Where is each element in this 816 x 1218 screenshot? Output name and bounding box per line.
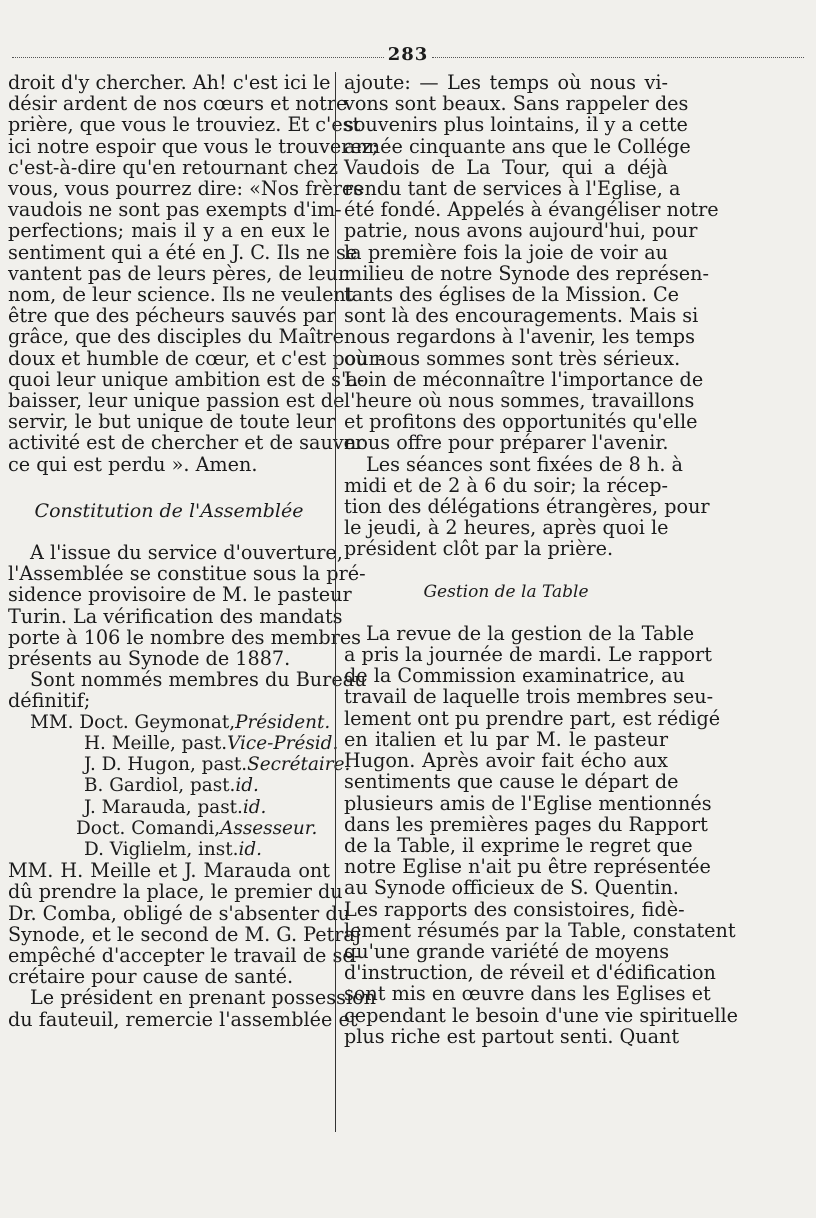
member-role: Secrétaire. [247,754,351,776]
text-line: désir ardent de nos cœurs et notre [8,92,348,116]
text-line: rendu tant de services à l'Eglise, a [344,177,681,201]
member-name: D. Viglielm, inst. [84,838,239,860]
text-line: qu'une grande variété de moyens [344,939,670,963]
text-line: sont mis en œuvre dans les Eglises et [344,982,711,1006]
member-role: id. [235,775,259,797]
text-line: droit d'y chercher. Ah! c'est ici le [8,71,331,94]
text-line: sidence provisoire de M. le pasteur [8,583,352,607]
text-line: de la Table, il exprime le regret que [344,833,693,857]
member-name: J. Marauda, past. [84,796,243,818]
text-line: président clôt par la prière. [344,537,614,561]
text-line: milieu de notre Synode des représen- [344,261,709,285]
text-line: perfections; mais il y a en eux le [8,219,330,243]
text-line: sont là des encouragements. Mais si [344,304,699,328]
text-line: Les séances sont fixées de 8 h. à [366,452,683,476]
text-line: grâce, que des disciples du Maître [8,325,344,349]
text-line: Turin. La vérification des mandats [8,604,343,628]
member-name: H. Meille, past. [84,732,228,754]
text-line: Sont nommés membres du Bureau [30,668,367,692]
text-line: été fondé. Appelés à évangéliser notre [344,198,719,222]
text-line: Synode, et le second de M. G. Petraj [8,922,361,946]
text-line: Hugon. Après avoir fait écho aux [344,749,668,773]
paragraph-replacements [8,859,361,989]
text-line: a pris la journée de mardi. Le rapport [344,643,712,667]
text-line: vaudois ne sont pas exempts d'im- [8,198,342,222]
text-line: patrie, nous avons aujourd'hui, pour [344,219,698,243]
text-line: Loin de méconnaître l'importance de [344,367,704,391]
left-column [8,71,385,1031]
member-name: Doct. Comandi, [76,817,221,839]
text-line: présents au Synode de 1887. [8,647,291,671]
text-line: baisser, leur unique passion est de [8,389,345,413]
text-line: où nous sommes sont très sérieux. [344,346,681,370]
member-role: Président. [235,711,331,733]
member-name: MM. Doct. Geymonat, [30,711,236,733]
text-line: La revue de la gestion de la Table [366,621,695,645]
text-line: de la Commission examinatrice, au [344,664,685,688]
text-line: nous offre pour préparer l'avenir. [344,431,669,455]
text-line: activité est de chercher et de sauver [8,431,365,455]
text-line: empêché d'accepter le travail de se- [8,943,361,967]
text-line: plusieurs amis de l'Eglise mentionnés [344,791,712,815]
member-role: id. [238,838,262,860]
text-line: A l'issue du service d'ouverture, [30,541,343,565]
paragraph-bureau-intro [8,668,367,713]
member-name: J. D. Hugon, past. [84,754,248,776]
text-line: sentiments que cause le départ de [344,770,679,794]
text-line: Les rapports des consistoires, fidè- [344,897,685,921]
text-line: ce qui est perdu ». Amen. [8,452,258,476]
text-line: prière, que vous le trouviez. Et c'est [8,113,361,137]
bureau-member [8,839,330,860]
text-line: plus riche est partout senti. Quant [344,1024,680,1048]
bureau-member [8,712,330,733]
text-line: MM. H. Meille et J. Marauda ont [8,859,330,883]
text-line: au Synode officieux de S. Quentin. [344,876,679,900]
bureau-member [8,797,330,818]
text-line: Le président en prenant possession [30,986,377,1010]
text-line: d'instruction, de réveil et d'édification [344,961,716,985]
member-role: Assesseur. [220,817,318,839]
text-line: doux et humble de cœur, et c'est pour- [8,346,385,370]
text-line: quoi leur unique ambition est de s'a- [8,367,365,391]
paragraph-closing-prayer [8,71,385,476]
member-role: id. [242,796,267,818]
paragraph-president-speech [344,71,719,455]
text-line: le jeudi, à 2 heures, après quoi le [344,516,669,540]
text-line: vons sont beaux. Sans rappeler des [344,92,689,116]
header-rule-left [12,57,384,58]
member-role: Vice-Présid. [227,732,339,754]
text-line: crétaire pour cause de santé. [8,965,294,989]
right-column [344,71,738,1048]
bureau-member [8,775,330,796]
page-header [12,44,804,64]
text-line: Vaudois de La Tour, qui a déjà [344,155,668,179]
text-line: année cinquante ans que le Collége [344,134,691,158]
text-line: Dr. Comba, obligé de s'absenter du [8,901,350,925]
text-line: en italien et lu par M. le pasteur [344,727,668,751]
text-line: nom, de leur science. Ils ne veulent [8,283,354,307]
text-line: vous, vous pourrez dire: «Nos frères [8,177,364,201]
text-line: dû prendre la place, le premier du [8,880,343,904]
text-line: travail de laquelle trois membres seu- [344,685,714,709]
bureau-member [8,818,330,839]
paragraph-president-opening [8,986,377,1031]
text-line: et profitons des opportunités qu'elle [344,410,698,434]
text-line: midi et de 2 à 6 du soir; la récep- [344,473,668,497]
paragraph-table-management [344,621,738,1048]
section-heading-constitution: Constitution de l'Assemblée [34,499,304,522]
text-line: nous regardons à l'avenir, les temps [344,325,695,349]
text-line: sentiment qui a été en J. C. Ils ne se [8,240,358,264]
text-line: lement résumés par la Table, constatent [344,918,736,942]
text-line: servir, le but unique de toute leur [8,410,336,434]
text-line: l'heure où nous sommes, travaillons [344,389,695,413]
paragraph-session-hours [344,452,710,561]
bureau-member [8,732,339,754]
text-line: tion des délégations étrangères, pour [344,495,710,519]
bureau-list [8,711,351,860]
text-line: l'Assemblée se constitue sous la pré- [8,562,366,586]
text-line: ajoute: — Les temps où nous vi- [344,71,668,94]
text-line: la première fois la joie de voir au [344,240,668,264]
text-line: du fauteuil, remercie l'assemblée et [8,1007,358,1031]
text-line: être que des pécheurs sauvés par [8,304,336,328]
text-line: ici notre espoir que vous le trouverez; [8,134,379,158]
text-line: tants des églises de la Mission. Ce [344,283,679,307]
text-line: cependant le besoin d'une vie spirituelle [344,1003,738,1027]
page-number: 283 [387,43,429,65]
text-line: définitif; [8,689,91,713]
text-line: lement ont pu prendre part, est rédigé [344,706,721,730]
text-line: dans les premières pages du Rapport [344,812,708,836]
header-rule-right [432,57,804,58]
section-heading-gestion: Gestion de la Table [423,581,589,602]
text-line: porte à 106 le nombre des membres [8,625,362,649]
bureau-member [8,754,351,776]
text-line: vantent pas de leurs pères, de leur [8,261,348,285]
text-line: c'est-à-dire qu'en retournant chez [8,155,338,179]
column-divider [335,72,336,1132]
paragraph-constitution [8,541,366,671]
text-line: notre Eglise n'ait pu être représentée [344,855,711,879]
text-line: souvenirs plus lointains, il y a cette [344,113,688,137]
member-name: B. Gardiol, past. [84,775,236,797]
